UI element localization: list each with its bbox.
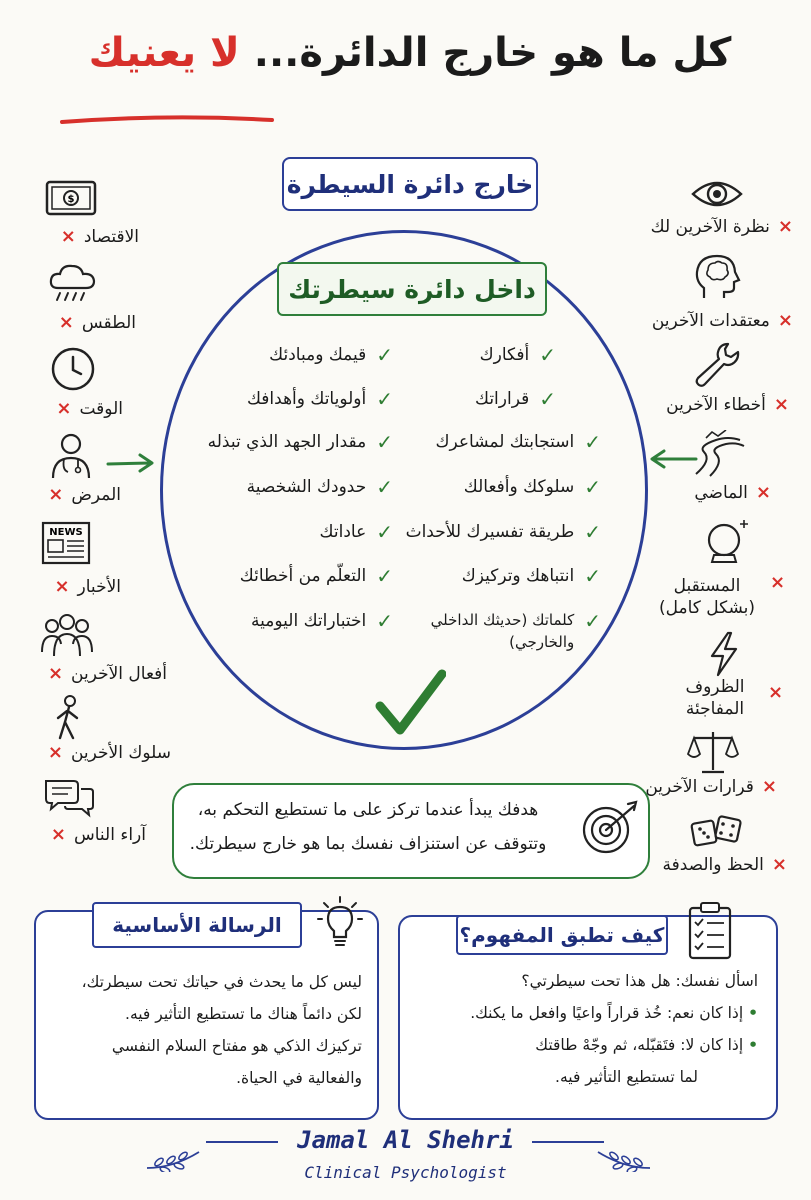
- outside-item-others-mistakes: × أخطاء الآخرين: [666, 394, 789, 415]
- x-icon: ×: [50, 824, 66, 845]
- inside-item: ✓ استجابتك لمشاعرك: [435, 430, 601, 454]
- arrow-left-icon: [648, 448, 698, 470]
- core-message-line: لكن دائماً هناك ما تستطيع التأثير فيه.: [125, 1005, 362, 1023]
- money-icon: [44, 178, 98, 226]
- how-to-no-cont: لما تستطيع التأثير فيه.: [555, 1068, 698, 1086]
- x-icon: ×: [777, 310, 793, 331]
- inside-item: ✓ قيمك ومبادئك: [269, 343, 393, 367]
- check-icon: ✓: [584, 520, 601, 544]
- inside-item: ✓ انتباهك وتركيزك: [461, 564, 601, 588]
- inside-item: ✓ عاداتك: [319, 520, 393, 544]
- outside-item-sudden: الظروف المفاجئة: [685, 677, 745, 719]
- goal-line: هدفك يبدأ عندما تركز على ما تستطيع التحكم به،: [197, 800, 539, 820]
- scales-icon: [686, 728, 740, 776]
- brain-head-icon: [690, 252, 744, 300]
- core-message-text: [50, 966, 362, 1094]
- check-icon: ✓: [376, 564, 393, 588]
- people-icon: [40, 612, 94, 660]
- footer-divider: [532, 1140, 604, 1144]
- author-role: Clinical Psychologist: [304, 1163, 507, 1182]
- check-icon: ✓: [584, 609, 601, 633]
- inside-item: ✓ سلوكك وأفعالك: [463, 475, 601, 499]
- check-icon: ✓: [376, 520, 393, 544]
- outside-control-label: خارج دائرة السيطرة: [282, 157, 538, 211]
- outside-item-illness: المرض ×: [48, 484, 121, 505]
- x-icon: ×: [54, 576, 70, 597]
- outside-item-others-view: × نظرة الآخرين لك: [650, 216, 793, 237]
- inside-item: ✓ أولوياتك وأهدافك: [246, 387, 393, 411]
- clock-icon: [46, 345, 100, 393]
- core-message-title: الرسالة الأساسية: [92, 902, 302, 948]
- title-main: كل ما هو خارج الدائرة...: [239, 30, 732, 76]
- x-icon: ×: [761, 776, 777, 797]
- outside-item-past: × الماضي: [694, 482, 771, 503]
- inside-item: ✓ حدودك الشخصية: [246, 475, 393, 499]
- outside-item-weather: الطقس ×: [58, 312, 136, 333]
- inside-control-label: داخل دائرة سيطرتك: [277, 262, 547, 316]
- walking-person-icon: [42, 694, 96, 742]
- outside-item-others-actions: أفعال الآخرين ×: [47, 663, 167, 684]
- x-icon: ×: [47, 663, 64, 684]
- inside-item: ✓ اختباراتك اليومية: [251, 609, 393, 633]
- outside-item-others-behavior: سلوك الأخرين ×: [47, 742, 171, 763]
- dice-icon: [690, 808, 744, 856]
- page-title: [40, 30, 780, 100]
- crystal-ball-icon: [700, 518, 754, 566]
- x-icon: ×: [773, 394, 789, 415]
- arrow-right-icon: [106, 452, 156, 474]
- cloud-rain-icon: [46, 260, 100, 308]
- x-icon: ×: [58, 312, 74, 333]
- x-icon: ×: [48, 484, 64, 505]
- outside-item-others-beliefs: × معتقدات الآخرين: [651, 310, 793, 331]
- title-underline: [58, 112, 276, 128]
- target-icon: [580, 800, 644, 856]
- eye-icon: [690, 170, 744, 218]
- goal-text: [178, 793, 558, 861]
- doctor-icon: [44, 432, 98, 480]
- outside-item-luck: × الحظ والصدفة: [662, 854, 787, 875]
- core-message-line: والفعالية في الحياة.: [236, 1069, 362, 1087]
- how-to-title: كيف تطبق المفهوم؟: [456, 915, 668, 955]
- check-icon: ✓: [376, 387, 393, 411]
- inside-item: ✓ قراراتك: [475, 387, 556, 411]
- core-message-line: تركيزك الذكي هو مفتاح السلام النفسي: [111, 1037, 362, 1055]
- clipboard-icon: [686, 900, 734, 962]
- check-icon: ✓: [376, 430, 393, 454]
- x-icon: ×: [47, 742, 63, 763]
- outside-item-future: المستقبل (بشكل كامل): [658, 576, 756, 618]
- check-icon: ✓: [584, 564, 601, 588]
- road-icon: [692, 430, 746, 478]
- inside-item: ✓ مقدار الجهد الذي تبذله: [207, 430, 393, 454]
- laurel-left-icon: [145, 1146, 201, 1172]
- check-icon: ✓: [376, 609, 393, 633]
- lightning-icon: [698, 630, 752, 678]
- x-icon: ×: [777, 216, 793, 237]
- x-icon: ×: [770, 572, 786, 593]
- outside-item-others-decisions: × قرارات الآخرين: [645, 776, 777, 797]
- how-to-yes: • إذا كان نعم: خُذ قراراً واعيًا وافعل ما يكنك.: [470, 1004, 758, 1022]
- outside-item-economy: الاقتصاد ×: [60, 226, 139, 247]
- check-icon: ✓: [539, 343, 556, 367]
- how-to-question: اسأل نفسك: هل هذا تحت سيطرتي؟: [521, 972, 758, 990]
- laurel-right-icon: [596, 1146, 652, 1172]
- wrench-icon: [690, 340, 744, 388]
- check-icon: ✓: [584, 475, 601, 499]
- inside-item: ✓ طريقة تفسيرك للأحداث: [405, 520, 601, 544]
- footer-divider: [206, 1140, 278, 1144]
- x-icon: ×: [768, 682, 784, 703]
- x-icon: ×: [755, 482, 771, 503]
- core-message-line: ليس كل ما يحدث في حياتك تحت سيطرتك،: [81, 973, 362, 991]
- inside-item: ✓ كلماتك (حديثك الداخلي والخارجي): [430, 609, 601, 651]
- check-icon: ✓: [584, 430, 601, 454]
- big-check-icon: [374, 668, 446, 738]
- svg-text:NEWS: NEWS: [49, 527, 83, 538]
- author-name: Jamal Al Shehri: [297, 1126, 514, 1154]
- svg-text:$: $: [67, 194, 75, 205]
- outside-item-opinions: آراء الناس ×: [50, 824, 146, 845]
- inside-item: ✓ أفكارك: [479, 343, 556, 367]
- x-icon: ×: [771, 854, 787, 875]
- newspaper-icon: [40, 520, 94, 568]
- check-icon: ✓: [376, 475, 393, 499]
- outside-item-news: الأخبار ×: [54, 576, 121, 597]
- how-to-no: • إذا كان لا: فتَقبّله، ثم وجّهْ طاقتك: [535, 1036, 758, 1054]
- x-icon: ×: [60, 226, 76, 247]
- speech-bubbles-icon: [42, 775, 96, 823]
- lightbulb-icon: [310, 893, 370, 953]
- title-emphasis: لا يعنيك: [88, 30, 240, 76]
- check-icon: ✓: [539, 387, 556, 411]
- outside-item-time: الوقت ×: [56, 398, 123, 419]
- check-icon: ✓: [376, 343, 393, 367]
- goal-line: وتتوقف عن استنزاف نفسك بما هو خارج سيطرتك.: [189, 834, 547, 854]
- inside-item: ✓ التعلّم من أخطائك: [239, 564, 393, 588]
- how-to-text: [412, 965, 758, 1093]
- x-icon: ×: [56, 398, 72, 419]
